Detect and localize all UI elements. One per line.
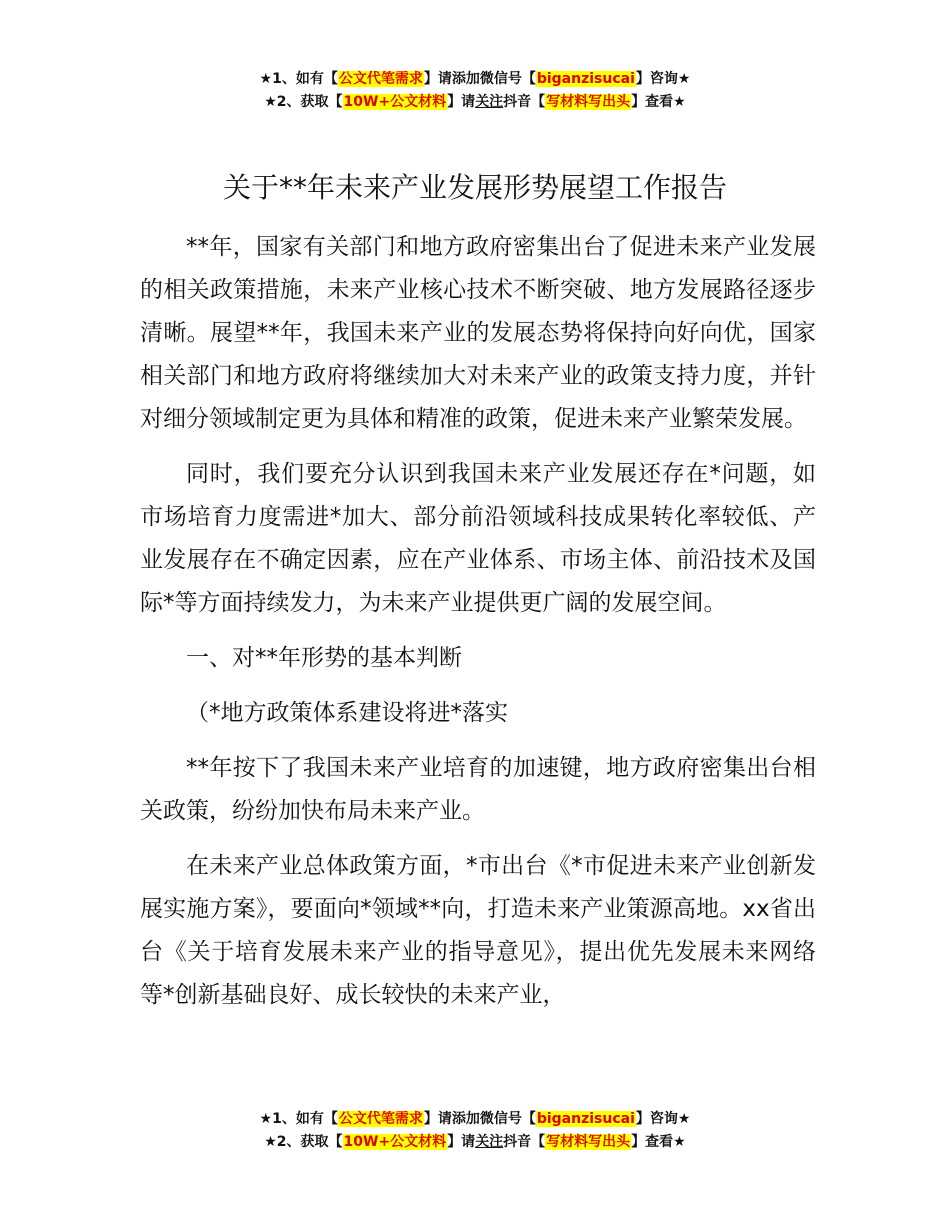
highlight-account: 写材料写出头 <box>546 1134 631 1150</box>
banner-text: ★1、如有【 <box>259 71 338 87</box>
banner-text: ★1、如有【 <box>259 1111 338 1127</box>
highlight-materials: 10W+公文材料 <box>343 94 447 110</box>
document-title: 关于**年未来产业发展形势展望工作报告 <box>222 171 727 204</box>
banner-text: 】咨询★ <box>635 1111 691 1127</box>
highlight-materials: 10W+公文材料 <box>343 1134 447 1150</box>
highlight-account: 写材料写出头 <box>546 94 631 110</box>
banner-text: 】请添加微信号【 <box>423 71 536 87</box>
underlined-follow: 关注 <box>475 1134 504 1150</box>
banner-text: 】请添加微信号【 <box>423 1111 536 1127</box>
highlight-wechat-id: biganzisucai <box>536 1111 635 1127</box>
subsection-heading: （*地方政策体系建设将进*落实 <box>186 700 508 726</box>
highlight-wechat-id: biganzisucai <box>536 71 635 87</box>
document-body <box>140 226 816 1029</box>
paragraph: **年，国家有关部门和地方政府密集出台了促进未来产业发展的相关政策措施，未来产业核心技术不断突破、地方发展路径逐步清晰。展望**年，我国未来产业的发展态势将保持向好向优，国家相关部门和地方政府将继续加大对未来产业的政策支持力度，并针对细分领域制定更为具体和精准的政策，促进未来产业繁荣发展。 <box>140 234 816 432</box>
banner-text: ★2、获取【 <box>264 1134 343 1150</box>
banner-text: 】咨询★ <box>635 71 691 87</box>
paragraph: 同时，我们要充分认识到我国未来产业发展还存在*问题，如市场培育力度需进*加大、部分前沿领域科技成果转化率较低、产业发展存在不确定因素，应在产业体系、市场主体、前沿技术及国际*等方面持续发力，为未来产业提供更广阔的发展空间。 <box>140 461 816 616</box>
banner-text: 】请 <box>447 94 476 110</box>
banner-line-1 <box>0 68 950 91</box>
banner-text: 抖音【 <box>503 1134 546 1150</box>
banner-text: ★2、获取【 <box>264 94 343 110</box>
paragraph: 在未来产业总体政策方面，*市出台《*市促进未来产业创新发展实施方案》，要面向*领域**向，打造未来产业策源高地。xx省出台《关于培育发展未来产业的指导意见》，提出优先发展未来网络等*创新基础良好、成长较快的未来产业， <box>140 853 816 1008</box>
banner-line-2 <box>0 1131 950 1154</box>
section-heading: 一、对**年形势的基本判断 <box>186 645 462 671</box>
banner-line-1 <box>0 1108 950 1131</box>
banner-text: 】请 <box>447 1134 476 1150</box>
banner-text: 】查看★ <box>631 1134 686 1150</box>
highlight-service: 公文代笔需求 <box>338 1111 423 1127</box>
footer-banner <box>0 1108 950 1154</box>
banner-text: 抖音【 <box>503 94 546 110</box>
paragraph: **年按下了我国未来产业培育的加速键，地方政府密集出台相关政策，纷纷加快布局未来产业。 <box>140 755 816 824</box>
underlined-follow: 关注 <box>475 94 504 110</box>
highlight-service: 公文代笔需求 <box>338 71 423 87</box>
header-banner <box>0 68 950 114</box>
banner-text: 】查看★ <box>631 94 686 110</box>
banner-line-2 <box>0 91 950 114</box>
